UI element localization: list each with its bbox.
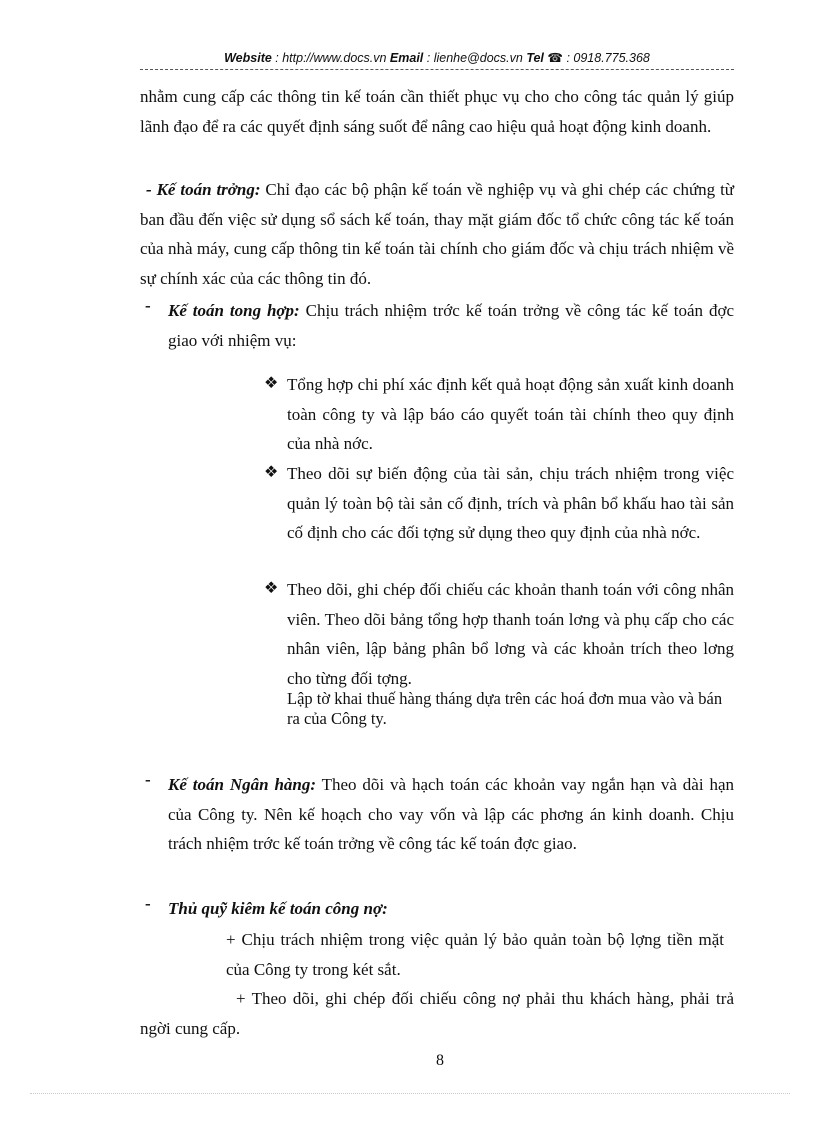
email-label: Email xyxy=(389,51,424,65)
page-header xyxy=(140,50,734,65)
tel-label: Tel xyxy=(526,51,544,65)
tel-value: : 0918.775.368 xyxy=(562,51,650,65)
diamond-bullet-icon: ❖ xyxy=(264,373,279,392)
general-accountant-item xyxy=(168,296,734,355)
bank-accountant-dash: - xyxy=(145,770,151,789)
bank-accountant-text: Theo dõi và hạch toán các khoản vay ngắn hạn và dài hạn của Công ty. Nên kế hoạch cho vay vốn và lập các phơng án kinh doanh. Chịu trách nhiệm trớc kế toán trởng về công tác kế toán đợc giao. xyxy=(168,775,734,853)
cashier-heading-line xyxy=(168,894,734,924)
phone-icon: ☎ xyxy=(547,51,563,65)
general-accountant-text: Chịu trách nhiệm trớc kế toán trởng về công tác kế toán đợc giao với nhiệm vụ: xyxy=(168,301,735,350)
bank-accountant-heading: Kế toán Ngân hàng: xyxy=(168,775,317,794)
website-label: Website xyxy=(224,51,272,65)
email-value: : lienhe@docs.vn xyxy=(423,51,527,65)
general-accountant-dash: - xyxy=(145,296,151,315)
header-divider xyxy=(140,69,734,70)
page-number: 8 xyxy=(436,1052,444,1069)
tax-declaration-note: Lập tờ khai thuế hàng tháng dựa trên các hoá đơn mua vào và bán ra của Công ty. xyxy=(287,689,723,728)
general-accountant-heading: Kế toán tong hợp: xyxy=(168,301,300,320)
duty-item-2: Theo dõi sự biến động của tài sản, chịu trách nhiệm trong việc quản lý toàn bộ tài sản cố định, trích và phân bổ khấu hao tài sản cố định cho các đối tợng sử dụng theo quy định của nhà nớc. xyxy=(287,464,734,542)
chief-accountant-text: Chỉ đạo các bộ phận kế toán về nghiệp vụ và ghi chép các chứng từ ban đầu đến việc sử dụng sổ sách kế toán, thay mặt giám đốc tổ chức công tác kế toán của nhà máy, cung cấp thông tin kế toán tài chính cho giám đốc và chịu trách nhiệm về sự chính xác của các thông tin đó. xyxy=(140,180,735,288)
diamond-bullet-icon: ❖ xyxy=(264,578,279,597)
chief-accountant-dash: - xyxy=(146,180,152,199)
cashier-dash: - xyxy=(145,894,151,913)
chief-accountant-heading: Kế toán trởng: xyxy=(156,180,261,199)
cashier-heading: Thủ quỹ kiêm kế toán công nợ: xyxy=(168,899,388,918)
chief-accountant-paragraph xyxy=(140,175,734,293)
duty-item-1: Tổng hợp chi phí xác định kết quả hoạt động sản xuất kinh doanh toàn công ty và lập báo cáo quyết toán tài chính theo quy định của nhà nớc. xyxy=(287,375,734,453)
footer-divider xyxy=(30,1093,790,1094)
intro-paragraph: nhằm cung cấp các thông tin kế toán cần thiết phục vụ cho cho công tác quản lý giúp lãnh đạo để ra các quyết định sáng suốt để nâng cao hiệu quả hoạt động kinh doanh. xyxy=(140,87,734,136)
duty-item-3: Theo dõi, ghi chép đối chiếu các khoản thanh toán với công nhân viên. Theo dõi bảng tổng hợp thanh toán lơng và phụ cấp cho các nhân viên, lập bảng phân bổ lơng và các khoản trích theo lơng cho từng đối tợng. xyxy=(287,580,734,688)
diamond-bullet-icon: ❖ xyxy=(264,462,279,481)
website-value: : http://www.docs.vn xyxy=(271,51,390,65)
cashier-duty-1: + Chịu trách nhiệm trong việc quản lý bảo quản toàn bộ lợng tiền mặt của Công ty trong két sắt. xyxy=(226,930,724,979)
cashier-duty-2: + Theo dõi, ghi chép đối chiếu công nợ phải thu khách hàng, phải trả ngời cung cấp. xyxy=(140,989,734,1038)
bank-accountant-item xyxy=(168,770,734,859)
